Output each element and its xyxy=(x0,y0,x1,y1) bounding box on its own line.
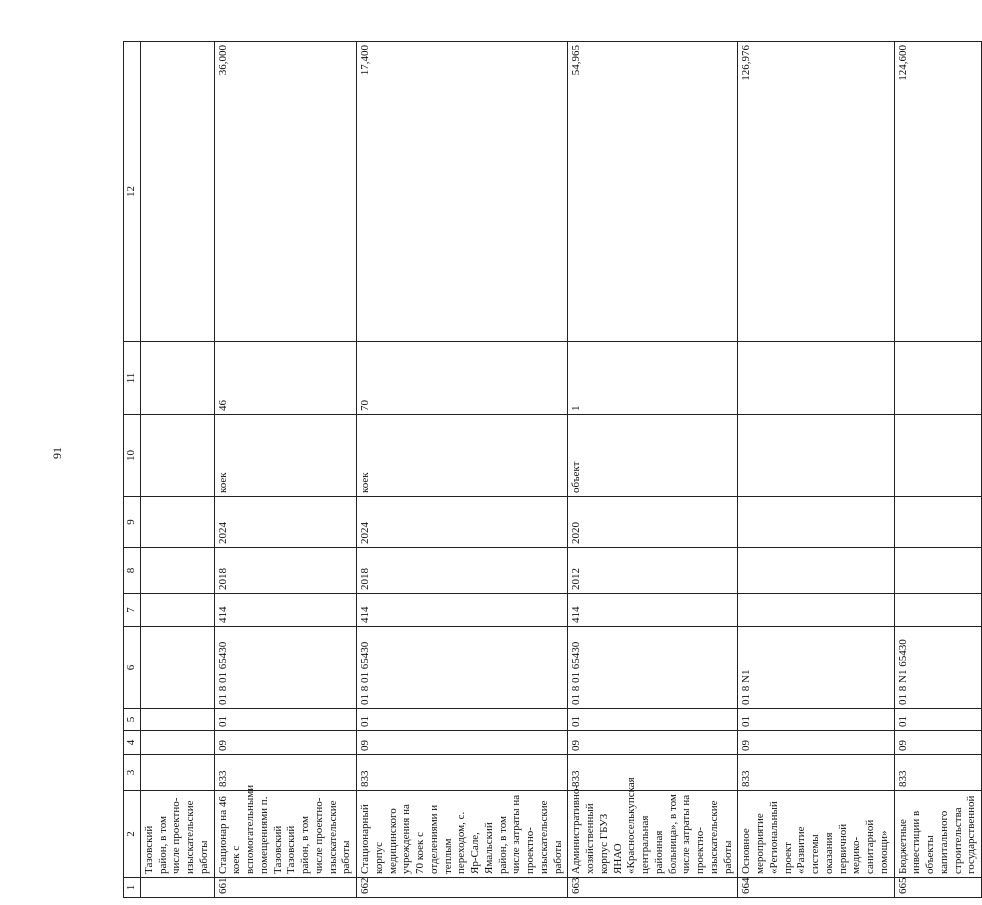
cell-12: 126,976 xyxy=(738,42,894,342)
cell-8 xyxy=(894,548,982,594)
cell-5 xyxy=(140,709,214,731)
table-row xyxy=(894,42,982,898)
cell-12: 36,000 xyxy=(214,42,357,342)
col-header-1: 1 xyxy=(124,878,141,898)
cell-6 xyxy=(140,627,214,709)
cell-9: 2024 xyxy=(357,497,568,548)
cell-3 xyxy=(140,755,214,791)
table-header-row xyxy=(124,42,141,898)
cell-9 xyxy=(140,497,214,548)
cell-10: коек xyxy=(357,415,568,497)
table-row xyxy=(357,42,568,898)
row-number: 664 xyxy=(738,878,894,898)
col-header-11: 11 xyxy=(124,342,141,415)
cell-4: 09 xyxy=(214,731,357,755)
table-row xyxy=(214,42,357,898)
table-row xyxy=(568,42,738,898)
cell-11 xyxy=(140,342,214,415)
col-header-9: 9 xyxy=(124,497,141,548)
col-header-4: 4 xyxy=(124,731,141,755)
cell-4: 09 xyxy=(568,731,738,755)
object-name: Стационар на 46 коек с вспомогательными помещениями п. Тазовский Тазовский район, в том числе проектно-изыскательские работы xyxy=(214,791,357,878)
cell-9 xyxy=(738,497,894,548)
cell-7: 414 xyxy=(214,594,357,627)
cell-7 xyxy=(738,594,894,627)
cell-8: 2018 xyxy=(357,548,568,594)
cell-10 xyxy=(140,415,214,497)
row-number: 662 xyxy=(357,878,568,898)
cell-10 xyxy=(894,415,982,497)
cell-8 xyxy=(140,548,214,594)
cell-10: объект xyxy=(568,415,738,497)
cell-11: 46 xyxy=(214,342,357,415)
cell-10 xyxy=(738,415,894,497)
cell-5: 01 xyxy=(568,709,738,731)
object-name: Стационарный корпус медицинского учреждения на 70 коек с отделениями и теплым переходом, с. Яр-Сале, Ямальский район, в том числе затраты на проектно-изыскательские работы xyxy=(357,791,568,878)
budget-table xyxy=(123,41,982,898)
cell-11: 1 xyxy=(568,342,738,415)
cell-12 xyxy=(140,42,214,342)
cell-9: 2024 xyxy=(214,497,357,548)
cell-3: 833 xyxy=(214,755,357,791)
col-header-7: 7 xyxy=(124,594,141,627)
cell-6: 01 8 01 65430 xyxy=(568,627,738,709)
col-header-2: 2 xyxy=(124,791,141,878)
cell-8: 2012 xyxy=(568,548,738,594)
cell-12: 54,965 xyxy=(568,42,738,342)
col-header-6: 6 xyxy=(124,627,141,709)
cell-6: 01 8 01 65430 xyxy=(357,627,568,709)
col-header-12: 12 xyxy=(124,42,141,342)
table-row xyxy=(140,42,214,898)
cell-6: 01 8 N1 65430 xyxy=(894,627,982,709)
cell-11: 70 xyxy=(357,342,568,415)
cell-10: коек xyxy=(214,415,357,497)
cell-3: 833 xyxy=(738,755,894,791)
cell-3: 833 xyxy=(568,755,738,791)
object-name: Административно-хозяйственный корпус ГБУЗ ЯНАО «Красноселькупская центральная районная больница», в том числе затраты на проектно-изыскательские работы xyxy=(568,791,738,878)
row-number xyxy=(140,878,214,898)
row-number: 665 xyxy=(894,878,982,898)
cell-3: 833 xyxy=(357,755,568,791)
row-number: 661 xyxy=(214,878,357,898)
cell-12: 124,600 xyxy=(894,42,982,342)
cell-5: 01 xyxy=(738,709,894,731)
cell-3: 833 xyxy=(894,755,982,791)
cell-4: 09 xyxy=(738,731,894,755)
object-name: Бюджетные инвестиции в объекты капитального строительства государственной xyxy=(894,791,982,878)
row-number: 663 xyxy=(568,878,738,898)
cell-7 xyxy=(140,594,214,627)
cell-6: 01 8 N1 xyxy=(738,627,894,709)
cell-9 xyxy=(894,497,982,548)
cell-7 xyxy=(894,594,982,627)
cell-5: 01 xyxy=(214,709,357,731)
cell-4 xyxy=(140,731,214,755)
col-header-3: 3 xyxy=(124,755,141,791)
cell-7: 414 xyxy=(357,594,568,627)
cell-5: 01 xyxy=(357,709,568,731)
cell-4: 09 xyxy=(894,731,982,755)
cell-11 xyxy=(738,342,894,415)
page-number: 91 xyxy=(50,447,64,459)
cell-12: 17,400 xyxy=(357,42,568,342)
cell-6: 01 8 01 65430 xyxy=(214,627,357,709)
object-name: Основное мероприятие «Региональный проект «Развитие системы оказания первичной медико-санитарной помощи» xyxy=(738,791,894,878)
object-name: Тазовский район, в том числе проектно-изыскательские работы xyxy=(140,791,214,878)
col-header-8: 8 xyxy=(124,548,141,594)
cell-8: 2018 xyxy=(214,548,357,594)
cell-9: 2020 xyxy=(568,497,738,548)
cell-11 xyxy=(894,342,982,415)
cell-5: 01 xyxy=(894,709,982,731)
table-row xyxy=(738,42,894,898)
col-header-10: 10 xyxy=(124,415,141,497)
cell-8 xyxy=(738,548,894,594)
budget-table-sheet xyxy=(123,42,978,898)
cell-4: 09 xyxy=(357,731,568,755)
col-header-5: 5 xyxy=(124,709,141,731)
cell-7: 414 xyxy=(568,594,738,627)
